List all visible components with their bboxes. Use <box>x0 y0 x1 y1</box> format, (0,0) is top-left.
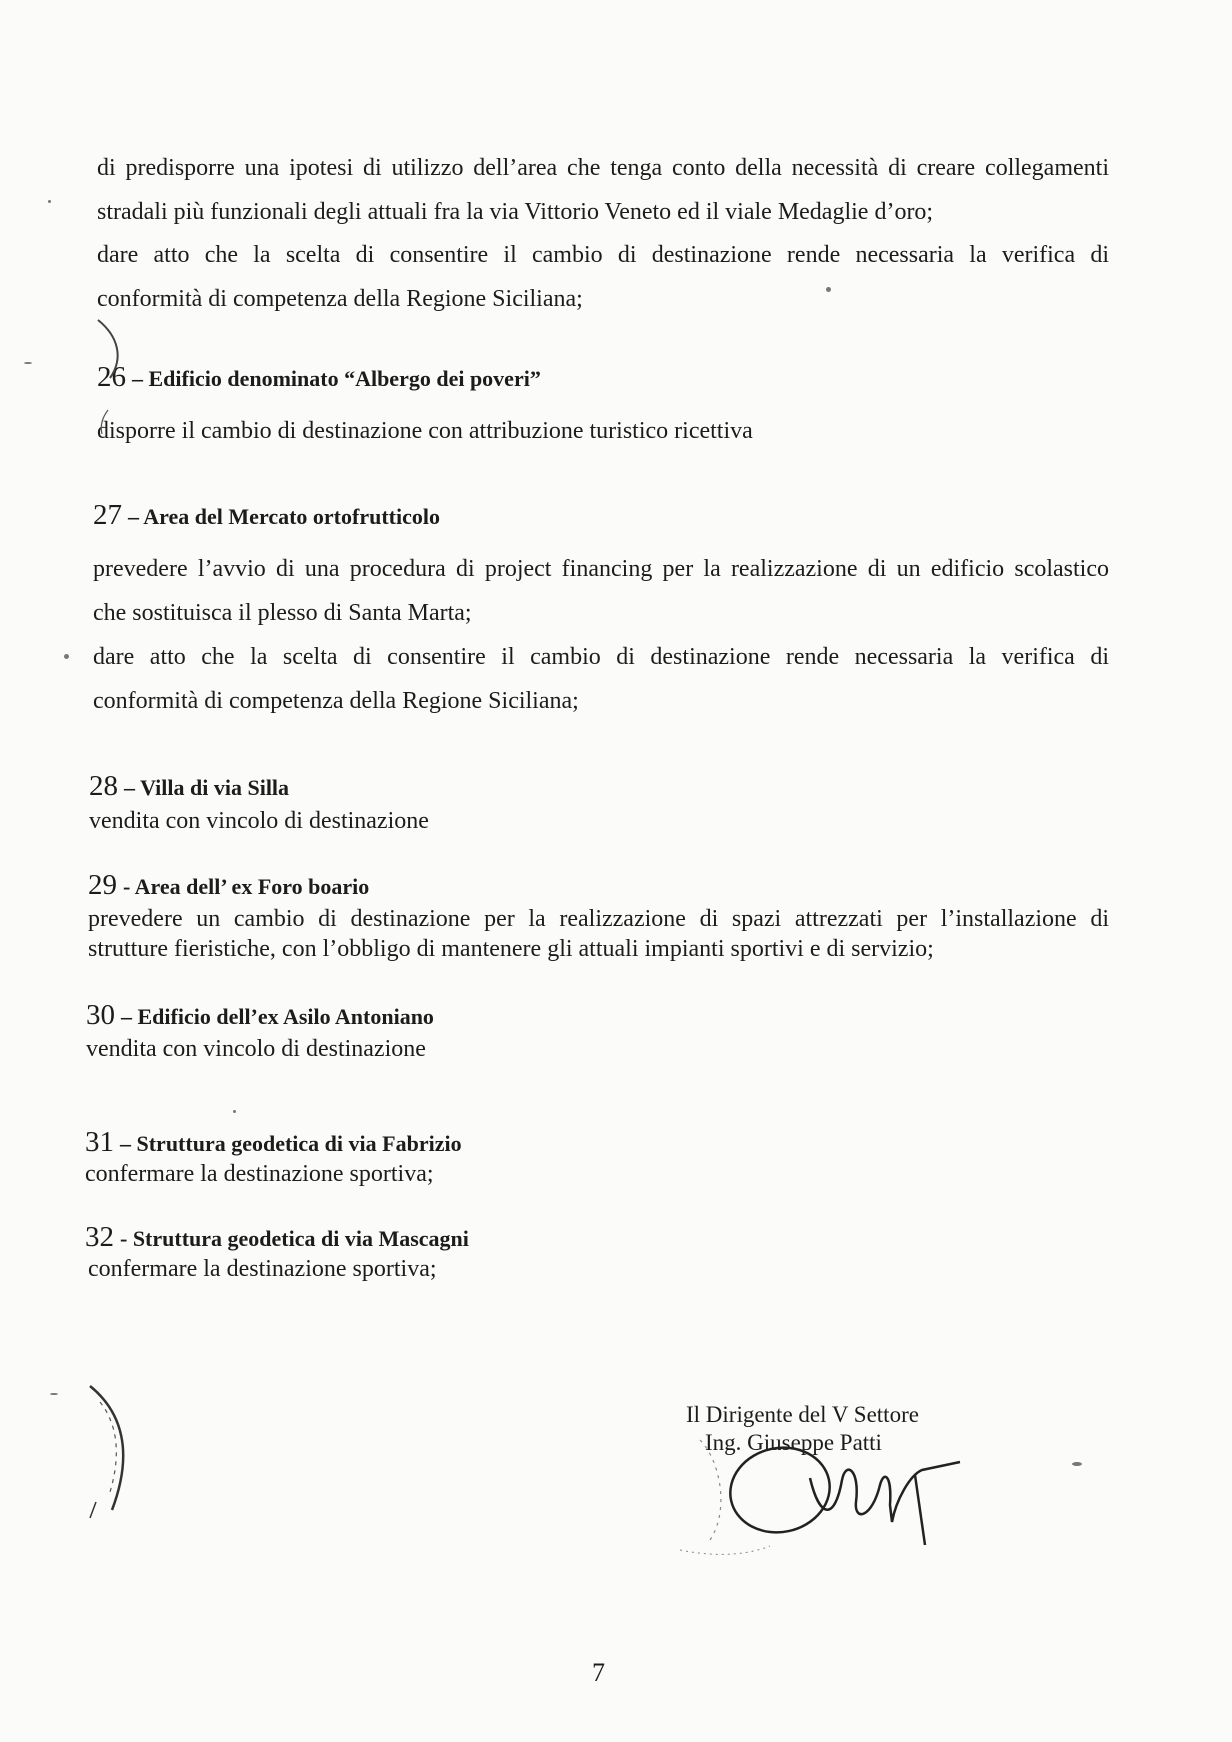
item-number: 26 <box>97 361 126 393</box>
scan-speck <box>64 654 69 659</box>
scan-speck <box>50 1393 58 1395</box>
item-heading-28 <box>89 771 289 803</box>
item-number: 28 <box>89 770 118 802</box>
item-title: – Struttura geodetica di via Fabrizio <box>120 1131 462 1156</box>
item-heading-31 <box>85 1127 462 1159</box>
item-text: dare atto che la scelta di consentire il cambio di destinazione rende necessaria la verifica di <box>93 644 1109 670</box>
paragraph-line: di predisporre una ipotesi di utilizzo dell’area che tenga conto della necessità di creare collegamenti <box>97 155 1109 181</box>
scan-speck <box>1072 1462 1082 1466</box>
item-number: 30 <box>86 999 115 1031</box>
item-text: che sostituisca il plesso di Santa Marta; <box>93 600 472 626</box>
item-title: – Villa di via Silla <box>124 775 290 800</box>
stamp-fragment <box>96 318 136 438</box>
scan-speck <box>826 287 831 292</box>
item-text: strutture fieristiche, con l’obbligo di mantenere gli attuali impianti sportivi e di servizio; <box>88 936 934 962</box>
item-text: conformità di competenza della Regione Siciliana; <box>93 688 579 714</box>
item-text: confermare la destinazione sportiva; <box>85 1161 434 1187</box>
item-title: – Edificio denominato “Albergo dei poveri” <box>132 366 541 391</box>
scan-speck <box>48 200 51 203</box>
item-heading-27 <box>93 500 440 532</box>
item-text: disporre il cambio di destinazione con attribuzione turistico ricettiva <box>97 418 753 444</box>
item-heading-30 <box>86 1000 434 1032</box>
item-text: prevedere un cambio di destinazione per la realizzazione di spazi attrezzati per l’installazione di <box>88 906 1109 932</box>
scan-speck <box>24 362 32 364</box>
partial-stamp <box>82 1382 142 1522</box>
item-heading-32 <box>85 1222 469 1254</box>
item-title: - Struttura geodetica di via Mascagni <box>120 1226 469 1251</box>
item-number: 32 <box>85 1221 114 1253</box>
handwritten-signature <box>660 1430 1000 1560</box>
item-text: prevedere l’avvio di una procedura di project financing per la realizzazione di un edificio scolastico <box>93 556 1109 582</box>
item-heading-29 <box>88 870 369 902</box>
item-heading-26 <box>97 362 541 394</box>
paragraph-line: stradali più funzionali degli attuali fra la via Vittorio Veneto ed il viale Medaglie d’oro; <box>97 199 934 225</box>
signature-name: Ing. Giuseppe Patti <box>705 1430 882 1455</box>
paragraph-line: conformità di competenza della Regione Siciliana; <box>97 286 583 312</box>
paragraph-line: dare atto che la scelta di consentire il cambio di destinazione rende necessaria la verifica di <box>97 242 1109 268</box>
item-text: vendita con vincolo di destinazione <box>89 808 429 834</box>
item-text: vendita con vincolo di destinazione <box>86 1036 426 1062</box>
signature-role: Il Dirigente del V Settore <box>686 1402 919 1427</box>
item-text: confermare la destinazione sportiva; <box>88 1256 437 1282</box>
item-title: - Area dell’ ex Foro boario <box>123 874 370 899</box>
page-number: 7 <box>592 1658 605 1687</box>
scan-speck <box>233 1110 236 1113</box>
item-number: 29 <box>88 869 117 901</box>
item-number: 31 <box>85 1126 114 1158</box>
item-number: 27 <box>93 499 122 531</box>
item-title: – Edificio dell’ex Asilo Antoniano <box>121 1004 434 1029</box>
item-title: – Area del Mercato ortofrutticolo <box>128 504 440 529</box>
